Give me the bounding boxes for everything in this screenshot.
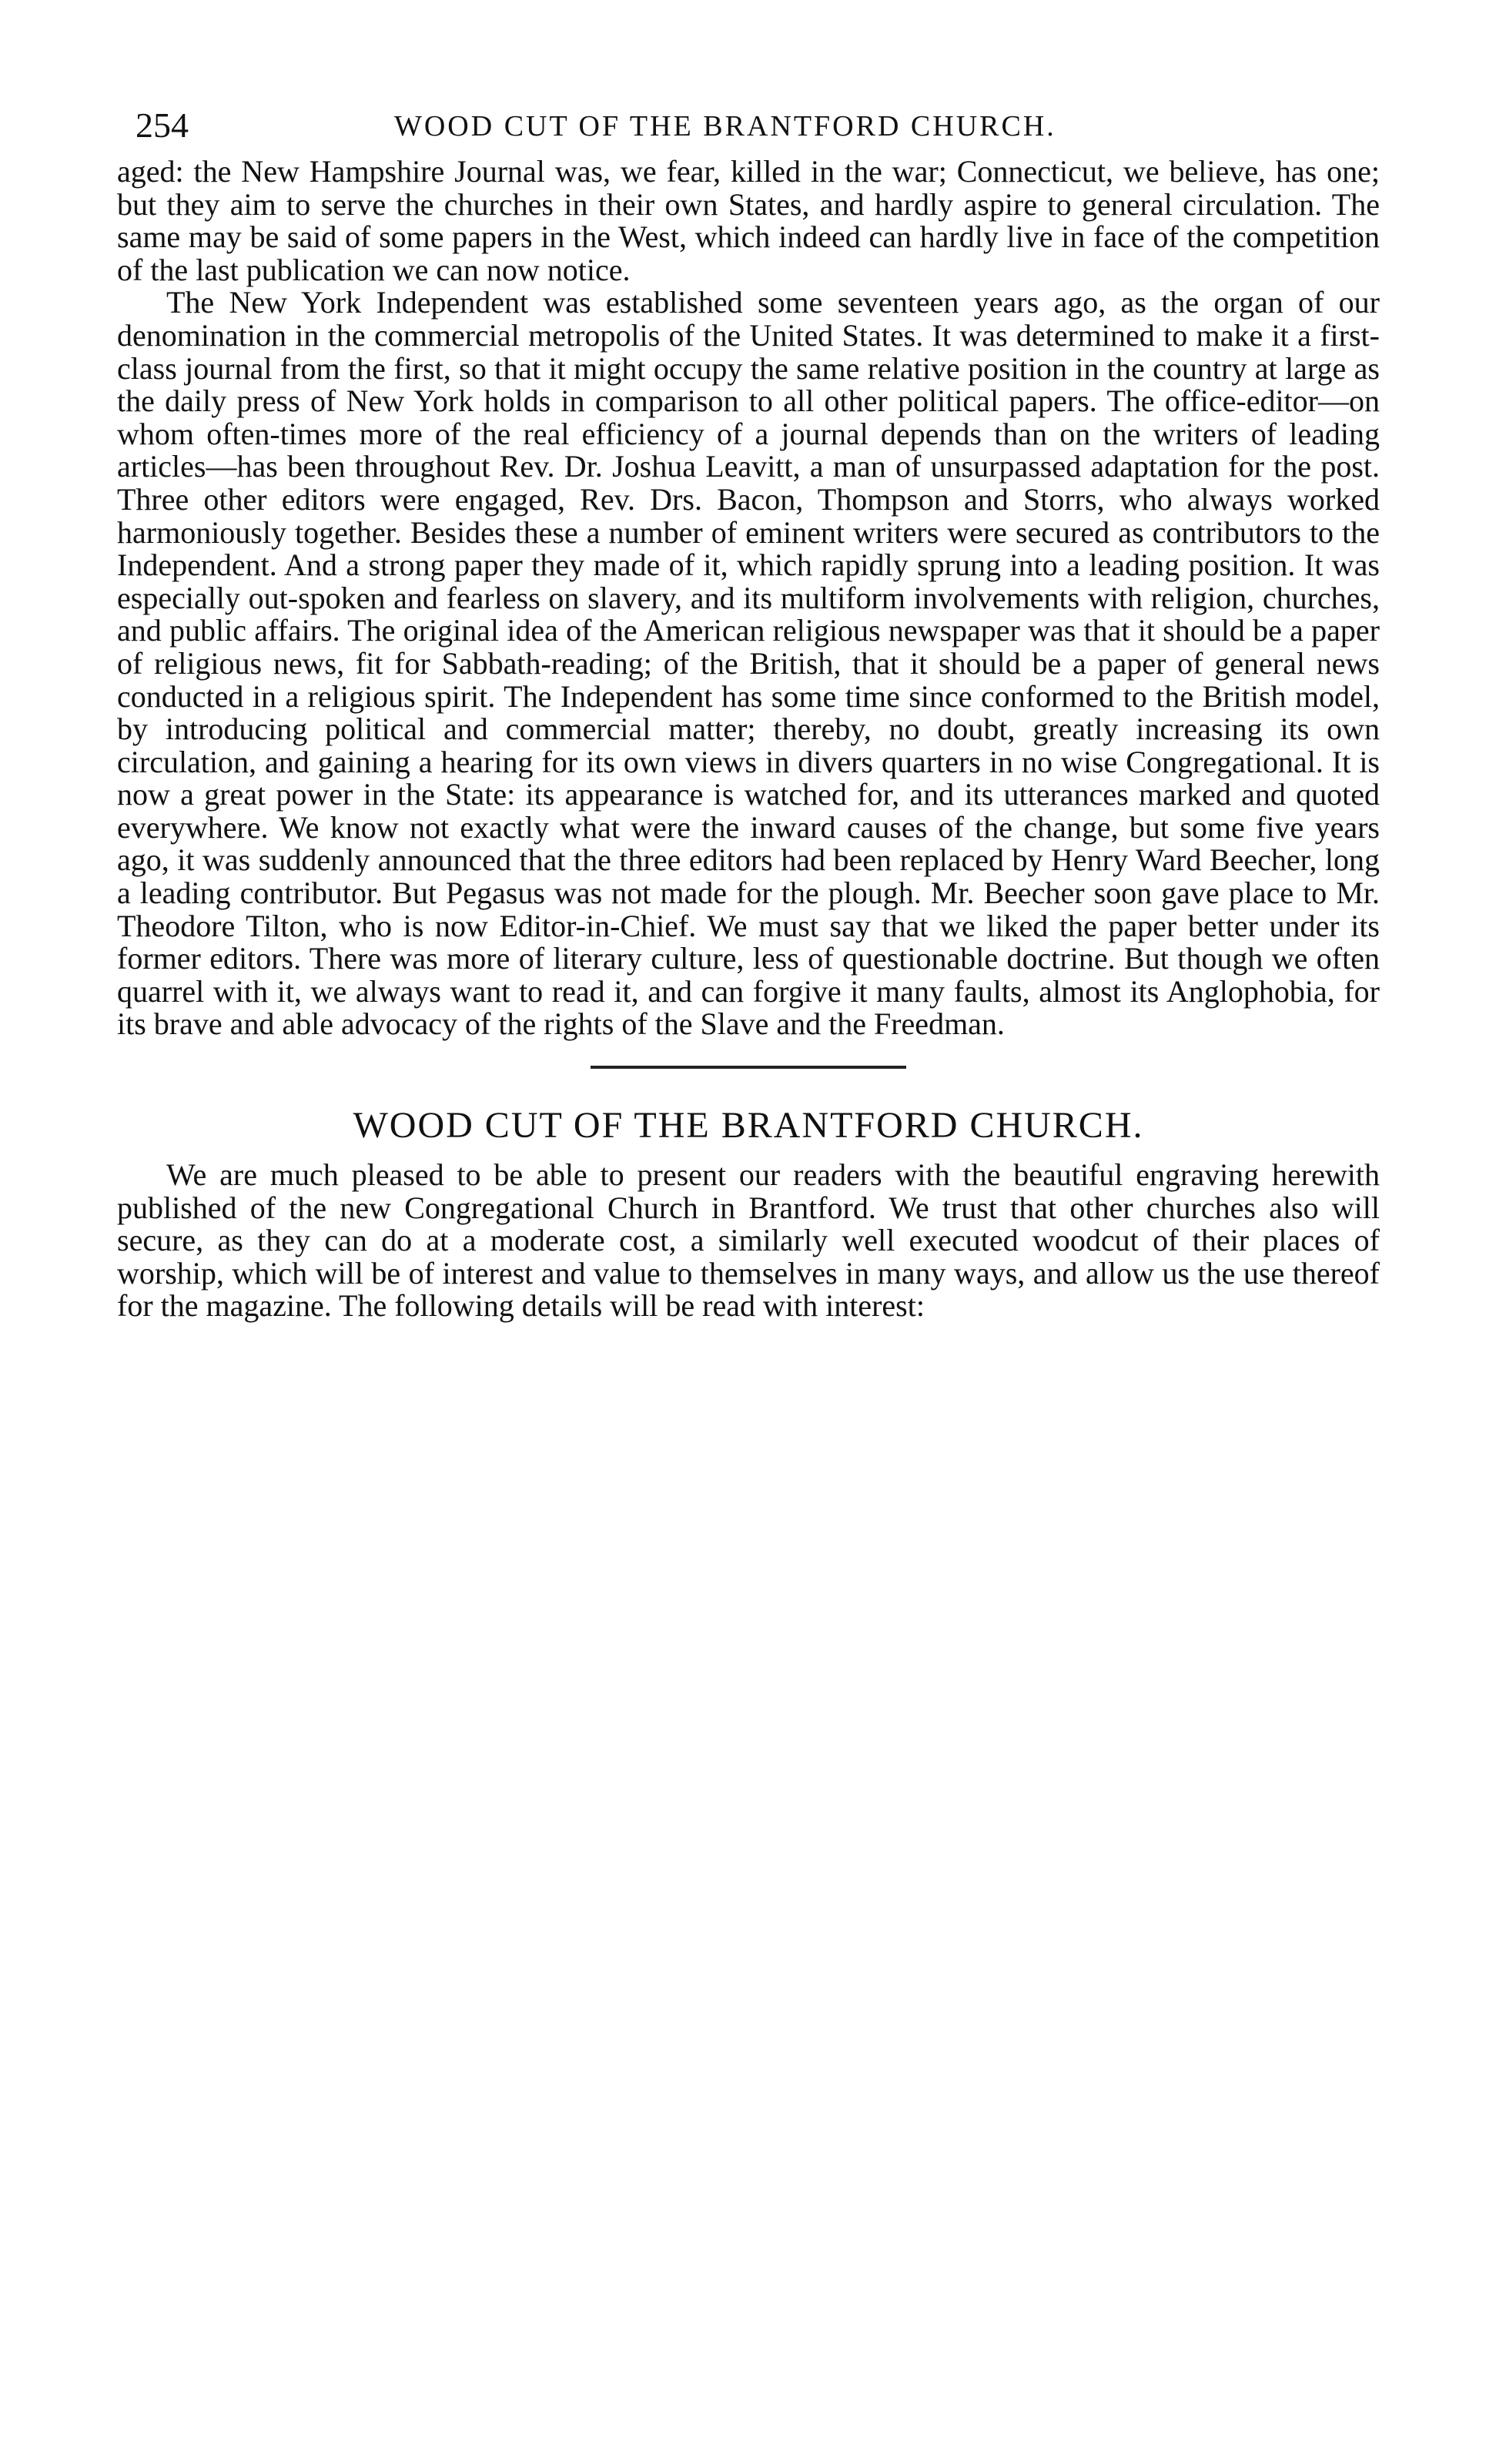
section-body — [117, 1159, 1380, 1323]
page-number: 254 — [136, 105, 189, 145]
section-heading: WOOD CUT OF THE BRANTFORD CHURCH. — [353, 1105, 1144, 1147]
running-title: WOOD CUT OF THE BRANTFORD CHURCH. — [394, 110, 1056, 142]
paragraph-woodcut: We are much pleased to be able to present our readers with the beautiful engraving herewith published of the new Congregational Church in Brantford. We trust that other churches also will secure, as they can do at a moderate cost, a similarly well executed woodcut of their places of worship, which will be of interest and value to themselves in many ways, and allow us the use thereof for the magazine. The following details will be read with interest: — [117, 1157, 1380, 1324]
book-page — [117, 102, 1380, 1323]
paragraph-new-york-independent: The New York Independent was established some seventeen years ago, as the organ of our denomination in the commercial metropolis of the United States. It was determined to make it a first-class journal from the first, so that it might occupy the same relative position in the country at large as the daily press of New York holds in comparison to all other political papers. The office-editor—on whom often-times more of the real efficiency of a journal depends than on the writers of leading articles—has been throughout Rev. Dr. Joshua Leavitt, a man of unsurpassed adaptation for the post. Three other editors were engaged, Rev. Drs. Bacon, Thompson and Storrs, who always worked harmoniously together. Besides these a number of eminent writers were secured as contributors to the Independent. And a strong paper they made of it, which rapidly sprung into a leading position. It was especially out-spoken and fearless on slavery, and its multiform involvements with religion, churches, and public affairs. The original idea of the American religious newspaper was that it should be a paper of religious news, fit for Sabbath-reading; of the British, that it should be a paper of general news conducted in a religious spirit. The Independent has some time since conformed to the British model, by introducing political and commercial matter; thereby, no doubt, greatly increasing its own circulation, and gaining a hearing for its own views in divers quarters in no wise Congregational. It is now a great power in the State: its appearance is watched for, and its utterances marked and quoted everywhere. We know not exactly what were the inward causes of the change, but some five years ago, it was suddenly announced that the three editors had been replaced by Henry Ward Beecher, long a leading contributor. But Pegasus was not made for the plough. Mr. Beecher soon gave place to Mr. Theodore Tilton, who is now Editor-in-Chief. We must say that we liked the paper better under its former editors. There was more of literary culture, less of questionable doctrine. But though we often quarrel with it, we always want to read it, and can forgive it many faults, almost its Anglophobia, for its brave and able advocacy of the rights of the Slave and the Freedman. — [117, 285, 1380, 1042]
section-brantford-church — [117, 1066, 1380, 1323]
paragraph-newspapers-continued: aged: the New Hampshire Journal was, we fear, killed in the war; Connecticut, we believe, has one; but they aim to serve the churches in their own States, and hardly aspire to general circulation. The same may be said of some papers in the West, which indeed can hardly live in face of the competition of the last publication we can now notice. — [117, 154, 1380, 287]
section-divider — [591, 1066, 906, 1069]
running-head — [117, 102, 1380, 156]
article-body — [117, 156, 1380, 1041]
